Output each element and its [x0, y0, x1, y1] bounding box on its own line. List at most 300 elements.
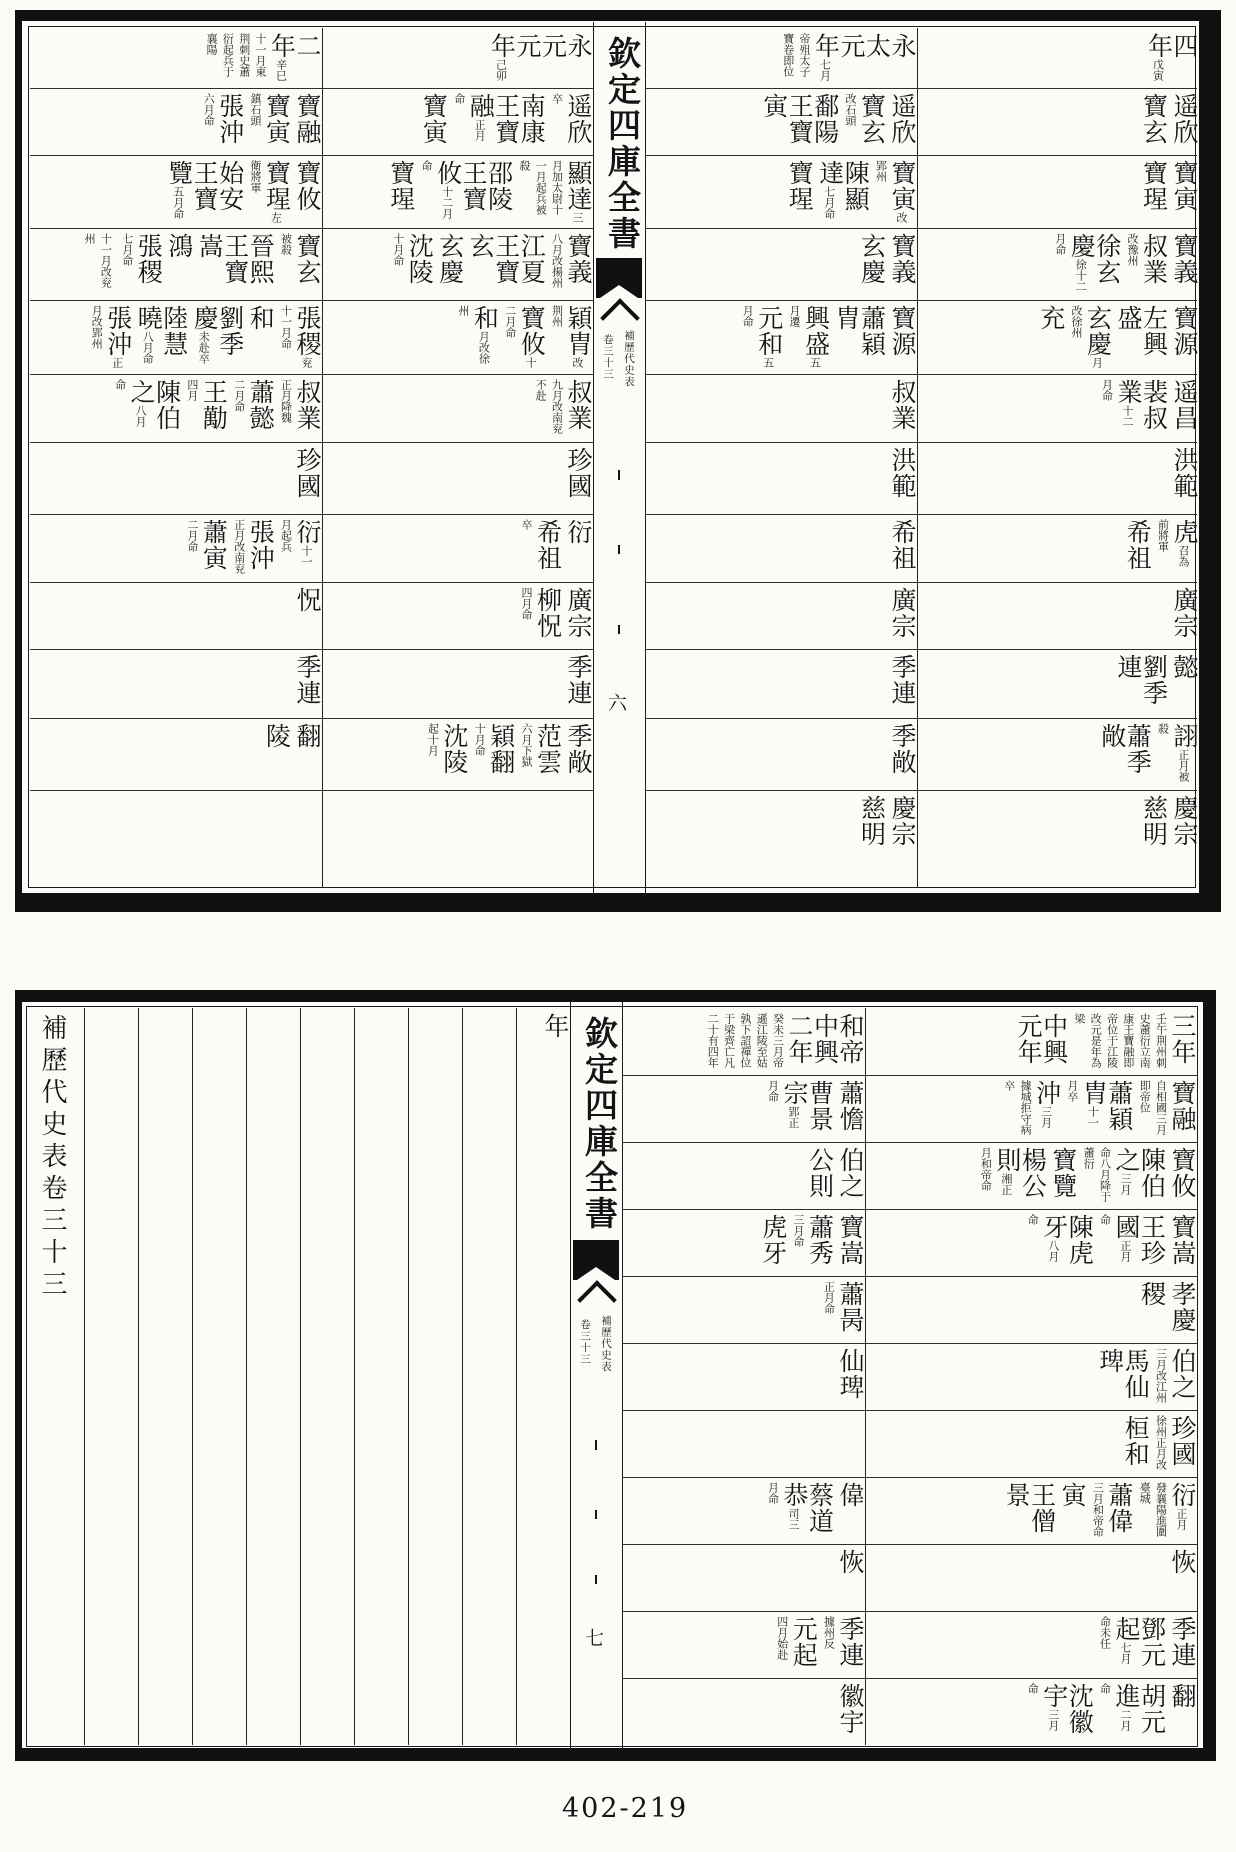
- entry-name: 穎翻: [486, 723, 514, 775]
- entry-annotation: 十二月命: [503, 305, 537, 368]
- entry-name: 永太元年: [811, 33, 915, 59]
- table-entry: [889, 723, 915, 775]
- table-entry: [1171, 305, 1197, 357]
- entry-name: 叔業: [1139, 233, 1167, 285]
- entry-name: 寶玄: [857, 93, 885, 145]
- entry-name: 桓和: [1121, 1415, 1149, 1467]
- cell-top-R1-r6: [917, 374, 1199, 442]
- cell-top-L1-r6: [322, 374, 593, 442]
- entry-name: 寶玄: [1139, 93, 1167, 145]
- table-entry: [760, 93, 837, 151]
- table-entry: [184, 519, 226, 578]
- entry-annotation: 鎮石頭: [249, 93, 261, 126]
- entry-name: 王珍國: [1112, 1214, 1165, 1266]
- cell-top-R1-r10: [917, 649, 1199, 718]
- table-entry: [1051, 233, 1118, 295]
- entry-name: 寶融: [1168, 1080, 1195, 1132]
- entry-annotation: 五月命: [171, 186, 184, 219]
- entry-name: 洪範: [1170, 447, 1197, 499]
- table-entry: [165, 160, 242, 223]
- empty-column-divider: [138, 1008, 139, 1745]
- entry-annotation: 七月命: [822, 186, 835, 219]
- entry-name: 稷: [1137, 1281, 1165, 1307]
- cell-bottom-B1-r1: [865, 1008, 1197, 1075]
- cell-bottom-B2-r10: [622, 1611, 865, 1678]
- table-entry: [565, 723, 591, 775]
- table-entry: [247, 160, 289, 223]
- cell-top-L2-r5: [30, 300, 322, 374]
- cell-bottom-B1-r6: [865, 1343, 1197, 1410]
- entry-annotation: 據州反: [822, 1616, 835, 1649]
- top-leaf-number: 六: [605, 693, 626, 712]
- entry-name: 四年: [1144, 33, 1197, 59]
- entry-name: 邵陵王寶攸: [433, 160, 512, 212]
- bottom-strip-volume-label: 卷三十三: [579, 1319, 590, 1365]
- table-entry: [165, 233, 191, 259]
- table-entry: [1122, 1415, 1148, 1467]
- cell-top-R2-r12: [645, 790, 917, 888]
- entry-name: 怳: [293, 587, 320, 613]
- table-entry: [247, 305, 273, 331]
- cell-top-L1-r5: [322, 300, 593, 374]
- entry-name: 寅: [1058, 1482, 1086, 1508]
- top-block-border-top: [15, 10, 1221, 21]
- entry-name: 元起: [789, 1616, 817, 1668]
- table-entry: [1136, 1080, 1194, 1138]
- top-strip-crease-mark: [618, 470, 620, 480]
- entry-name: 沈徽宇: [1039, 1683, 1093, 1735]
- entry-annotation: 月改徐州: [1070, 305, 1103, 368]
- top-strip-left-edge: [593, 22, 594, 893]
- table-entry: [1037, 305, 1063, 331]
- table-entry: [532, 379, 590, 438]
- bottom-block-border-left: [15, 990, 22, 1761]
- entry-name: 遥昌: [1170, 379, 1197, 431]
- table-entry: [842, 93, 884, 151]
- table-entry: [1169, 1683, 1195, 1709]
- table-entry: [387, 160, 413, 212]
- table-entry: [1171, 795, 1197, 847]
- entry-annotation: 起十月: [426, 723, 439, 756]
- cell-top-R2-r10: [645, 649, 917, 718]
- top-block-border-right: [1199, 10, 1221, 912]
- table-entry: [1068, 305, 1110, 369]
- entry-name: 寶覽: [1048, 1147, 1076, 1199]
- entry-name: 玄慶: [857, 233, 885, 285]
- entry-annotation: 正月命: [1098, 1214, 1131, 1262]
- entry-name: 遥欣: [888, 93, 915, 145]
- entry-name: 鄧元起: [1112, 1616, 1165, 1668]
- entry-name: 虎: [1170, 519, 1197, 545]
- entry-name: 寶義: [888, 233, 915, 285]
- entry-name: 徽宇: [836, 1683, 863, 1735]
- entry-annotation: 三月和帝命: [1091, 1482, 1104, 1537]
- entry-name: 叔業: [293, 379, 320, 431]
- entry-name: 衍: [564, 519, 591, 545]
- entry-annotation: 卒: [520, 519, 532, 530]
- table-entry: [786, 160, 812, 212]
- entry-annotation: 召為前將軍: [1156, 519, 1189, 567]
- entry-annotation: 改豫州: [1126, 233, 1138, 266]
- entry-name: 寶瑆: [785, 160, 813, 212]
- entry-annotation: 九月改南兖不赴: [534, 379, 563, 434]
- entry-annotation: 正月被殺: [1156, 723, 1189, 782]
- entry-name: 張沖: [103, 305, 131, 357]
- entry-annotation: 湘正月和帝命: [979, 1147, 1012, 1195]
- entry-name: 張沖: [246, 519, 274, 571]
- table-entry: [704, 1013, 862, 1071]
- table-entry: [1171, 160, 1197, 212]
- entry-name: 鄱陽王寶寅: [759, 93, 838, 145]
- entry-annotation: 司三月命: [766, 1482, 799, 1530]
- table-entry: [294, 587, 320, 613]
- table-entry: [488, 33, 590, 84]
- entry-annotation: 四月: [185, 379, 198, 401]
- cell-bottom-B2-r5: [622, 1276, 865, 1343]
- entry-annotation: 六月命: [202, 93, 215, 126]
- cell-top-L2-r10: [30, 649, 322, 718]
- top-strip-book-label: 補歷代史表: [623, 330, 634, 388]
- entry-annotation: 三月命: [792, 1214, 804, 1247]
- table-entry: [837, 1348, 863, 1400]
- entry-name: 劉季慶: [190, 305, 243, 357]
- bottom-strip-crease-mark: [595, 1575, 597, 1584]
- top-strip-fishtail-icon: [596, 258, 642, 298]
- table-entry: [1154, 723, 1196, 785]
- table-entry: [837, 1147, 863, 1199]
- table-entry: [424, 723, 466, 785]
- table-entry: [436, 233, 462, 285]
- entry-name: 和帝中興二年: [785, 1013, 863, 1065]
- table-entry: [1136, 1482, 1194, 1540]
- table-entry: [1169, 1549, 1195, 1575]
- entry-name: 伯之: [836, 1147, 863, 1199]
- cell-top-R1-r2: [917, 88, 1199, 155]
- table-entry: [820, 1616, 862, 1674]
- table-entry: [1124, 233, 1166, 295]
- entry-name: 季敞: [564, 723, 591, 775]
- entry-name: 衍: [1168, 1482, 1195, 1508]
- entry-annotation: 七月帝殂太子寶卷即位: [781, 33, 831, 81]
- table-entry: [294, 447, 320, 499]
- table-entry: [1140, 160, 1166, 212]
- cell-bottom-B2-r9: [622, 1544, 865, 1611]
- table-entry: [1096, 1683, 1163, 1741]
- entry-name: 希祖: [1123, 519, 1151, 571]
- entry-annotation: 己卯: [494, 59, 507, 81]
- table-entry: [518, 723, 560, 785]
- empty-column-divider: [84, 1008, 85, 1745]
- cell-top-R2-r1: [645, 28, 917, 88]
- table-entry: [1140, 93, 1166, 145]
- entry-name: 寶義: [564, 233, 591, 285]
- entry-annotation: 八月改揚州: [550, 233, 563, 288]
- table-entry: [773, 1616, 815, 1674]
- entry-name: 元和: [754, 305, 782, 357]
- entry-name: 季連: [293, 654, 320, 706]
- table-entry: [837, 1080, 863, 1132]
- table-entry: [191, 305, 242, 369]
- entry-name: 蕭昺: [836, 1281, 863, 1333]
- cell-top-R1-r1: [917, 28, 1199, 88]
- entry-name: 陵: [262, 723, 290, 749]
- table-entry: [1015, 1013, 1066, 1071]
- cell-top-R2-r5: [645, 300, 917, 374]
- table-entry: [820, 1281, 862, 1339]
- table-entry: [1145, 33, 1196, 84]
- empty-column-divider: [516, 1008, 517, 1745]
- table-entry: [516, 160, 590, 223]
- table-entry: [467, 233, 544, 295]
- table-entry: [1071, 1013, 1194, 1071]
- table-entry: [1098, 379, 1165, 438]
- cell-top-R1-r3: [917, 155, 1199, 228]
- entry-annotation: 十二月命: [420, 160, 453, 219]
- entry-name: 仙琕: [836, 1348, 863, 1400]
- entry-name: 寶融: [293, 93, 320, 145]
- entry-name: 張沖: [215, 93, 243, 145]
- cell-top-L1-r11: [322, 718, 593, 790]
- entry-name: 范雲: [533, 723, 561, 775]
- bottom-block-border-bottom: [15, 1748, 1216, 1761]
- cell-bottom-B1-r2: [865, 1075, 1197, 1142]
- entry-annotation: 十月命: [391, 233, 404, 266]
- entry-name: 蕭懿: [246, 379, 274, 431]
- entry-annotation: 卒: [550, 93, 563, 104]
- table-entry: [277, 233, 319, 295]
- cell-top-L2-r4: [30, 228, 322, 300]
- entry-annotation: 改郢州: [874, 160, 907, 223]
- table-entry: [1169, 1281, 1195, 1333]
- entry-name: 王僧景: [1002, 1482, 1055, 1534]
- entry-name: 寶嵩: [836, 1214, 863, 1266]
- entry-name: 虎牙: [758, 1214, 786, 1266]
- entry-name: 寶攸: [1168, 1147, 1195, 1199]
- table-entry: [1098, 723, 1149, 785]
- entry-annotation: 八月命: [113, 379, 147, 427]
- table-entry: [889, 447, 915, 499]
- bottom-leaf-number: 七: [582, 1628, 603, 1647]
- entry-annotation: 四月始赴: [775, 1616, 788, 1660]
- table-entry: [858, 795, 884, 847]
- table-entry: [816, 160, 867, 223]
- empty-column-divider: [300, 1008, 301, 1745]
- entry-name: 蕭穎胄: [1079, 1080, 1132, 1132]
- entry-name: 季敞: [888, 723, 915, 775]
- table-entry: [1171, 654, 1197, 680]
- cell-top-R2-r6: [645, 374, 917, 442]
- entry-name: 珍國: [1168, 1415, 1195, 1467]
- table-entry: [790, 1214, 832, 1272]
- table-entry: [294, 654, 320, 706]
- entry-name: 張稷: [293, 305, 320, 357]
- entry-name: 陳伯之: [1112, 1147, 1165, 1199]
- cell-top-L1-r4: [322, 228, 593, 300]
- entry-name: 陸慧曉: [134, 305, 187, 357]
- cell-bottom-B1-r10: [865, 1611, 1197, 1678]
- entry-name: 季連: [564, 654, 591, 706]
- entry-name: 慶宗: [888, 795, 915, 847]
- table-entry: [1115, 305, 1166, 369]
- table-entry: [81, 233, 114, 295]
- table-entry: [872, 160, 914, 223]
- bottom-strip-left-edge: [570, 1002, 571, 1748]
- cell-bottom-B2-r3: [622, 1142, 865, 1209]
- empty-column-divider: [246, 1008, 247, 1745]
- cell-bottom-B1-r4: [865, 1209, 1197, 1276]
- entry-name: 寶嵩: [1168, 1214, 1195, 1266]
- entry-annotation: 兖十一月命: [279, 305, 312, 368]
- table-entry: [118, 233, 160, 295]
- table-entry: [837, 1482, 863, 1508]
- entry-name: 陳顯達: [815, 160, 869, 212]
- entry-annotation: 十一月起兵: [279, 519, 312, 567]
- entry-name: 蕭憺: [836, 1080, 863, 1132]
- table-entry: [889, 379, 915, 431]
- cell-top-R1-r12: [917, 790, 1199, 888]
- cell-top-R1-r4: [917, 228, 1199, 300]
- entry-name: 蔡道恭: [780, 1482, 833, 1534]
- table-entry: [1003, 1482, 1054, 1540]
- table-entry: [230, 519, 272, 578]
- cell-top-L1-r2: [322, 88, 593, 155]
- cell-top-R2-r8: [645, 514, 917, 582]
- table-entry: [739, 305, 781, 369]
- table-entry: [389, 233, 431, 295]
- entry-annotation: 七月命未任: [1098, 1616, 1131, 1664]
- entry-name: 慈明: [857, 795, 885, 847]
- table-entry: [889, 519, 915, 571]
- entry-name: 季連: [1168, 1616, 1195, 1668]
- entry-name: 和: [470, 305, 498, 331]
- entry-name: 王勱: [199, 379, 227, 431]
- entry-annotation: 癸未三月帝遜江陵至姑孰下詔禪位于梁齊亡凡二十有四年: [706, 1013, 784, 1068]
- entry-name: 洪範: [888, 447, 915, 499]
- entry-name: 蕭寅: [199, 519, 227, 571]
- table-entry: [1024, 1214, 1091, 1272]
- cell-bottom-B1-r7: [865, 1410, 1197, 1477]
- entry-annotation: 左衛將軍: [249, 160, 282, 223]
- entry-name: 玄慶: [435, 233, 463, 285]
- table-entry: [1169, 1214, 1195, 1266]
- bottom-strip-crease-mark: [595, 1510, 597, 1519]
- table-entry: [1152, 1415, 1194, 1473]
- entry-name: 劉季連: [1114, 654, 1167, 706]
- entry-name: 希祖: [533, 519, 561, 571]
- entry-name: 玄慶: [1083, 305, 1111, 357]
- entry-annotation: 徐州正月改: [1154, 1415, 1167, 1470]
- cell-top-R1-r5: [917, 300, 1199, 374]
- entry-name: 詡: [1170, 723, 1197, 749]
- table-entry: [977, 1147, 1044, 1205]
- entry-annotation: 八月命: [1026, 1214, 1059, 1262]
- entry-name: 偉: [836, 1482, 863, 1508]
- entry-name: 懿: [1170, 654, 1197, 680]
- table-entry: [1171, 93, 1197, 145]
- entry-annotation: 未赴卒: [197, 331, 210, 364]
- cell-top-L2-r3: [30, 155, 322, 228]
- entry-name: 慶宗: [1170, 795, 1197, 847]
- entry-name: 季連: [888, 654, 915, 706]
- entry-name: 陳虎牙: [1039, 1214, 1093, 1266]
- table-entry: [565, 654, 591, 706]
- entry-annotation: 月改徐州: [456, 305, 490, 364]
- table-entry: [837, 1214, 863, 1266]
- cell-top-R1-r11: [917, 718, 1199, 790]
- cell-top-L2-r1: [30, 28, 322, 88]
- entry-name: 南康王寶融: [466, 93, 545, 145]
- entry-annotation: 戊寅: [1151, 59, 1164, 81]
- entry-name: 晉熙王寶嵩: [195, 233, 274, 285]
- entry-name: 伯之: [1168, 1348, 1195, 1400]
- cell-bottom-B1-r3: [865, 1142, 1197, 1209]
- entry-name: 穎胄: [564, 305, 591, 357]
- cell-top-R2-r2: [645, 88, 917, 155]
- entry-name: 蕭秀: [805, 1214, 833, 1266]
- cell-bottom-B1-r5: [865, 1276, 1197, 1343]
- entry-name: 胡元進: [1112, 1683, 1165, 1735]
- entry-annotation: 三月據城拒守病卒: [1002, 1080, 1052, 1135]
- entry-annotation: 正月命: [822, 1281, 835, 1314]
- entry-name: 始安王寶覽: [164, 160, 243, 212]
- table-entry: [294, 723, 320, 749]
- entry-name: 寶寅: [419, 93, 447, 145]
- entry-annotation: 十月命: [473, 723, 486, 756]
- cell-bottom-B2-r6: [622, 1343, 865, 1410]
- table-entry: [247, 93, 289, 151]
- entry-annotation: 二月命: [232, 379, 245, 412]
- bottom-strip-book-label: 補歷代史表: [600, 1315, 611, 1373]
- entry-name: 遥欣: [1170, 93, 1197, 145]
- table-entry: [277, 379, 319, 438]
- entry-name: 寶攸: [517, 305, 545, 357]
- top-strip-title: 欽定四庫全書: [603, 36, 639, 252]
- table-entry: [565, 587, 591, 639]
- table-entry: [1059, 1482, 1085, 1508]
- cell-top-R2-r9: [645, 582, 917, 649]
- table-entry: [548, 93, 590, 151]
- entry-annotation: 七月命: [120, 233, 133, 266]
- stray-year-cell: [516, 1008, 570, 1078]
- table-entry: [1096, 1616, 1163, 1674]
- table-entry: [565, 519, 591, 545]
- table-entry: [111, 379, 178, 438]
- table-entry: [1024, 1683, 1091, 1741]
- table-entry: [779, 33, 914, 84]
- entry-name: 遥欣: [564, 93, 591, 145]
- entry-annotation: 十一月卒: [1065, 1080, 1099, 1128]
- entry-annotation: 五月遷: [788, 305, 821, 368]
- table-entry: [184, 379, 226, 438]
- entry-annotation: 郢正月命: [766, 1080, 799, 1128]
- cell-bottom-B2-r8: [622, 1477, 865, 1544]
- cell-bottom-B1-r8: [865, 1477, 1197, 1544]
- cell-top-L1-r1: [322, 28, 593, 88]
- table-entry: [196, 233, 273, 295]
- entry-annotation: 辛巳十一月東荆刺史蕭衍起兵于襄陽: [205, 33, 287, 81]
- table-entry: [1154, 519, 1196, 578]
- entry-name: 叔業: [888, 379, 915, 431]
- table-entry: [1000, 1080, 1058, 1138]
- entry-name: 寶寅: [262, 93, 290, 145]
- table-entry: [1169, 1616, 1195, 1668]
- entry-name: 寶義: [1170, 233, 1197, 285]
- entry-name: 寶寅: [1170, 160, 1197, 212]
- entry-annotation: 正月發襄陽進圍臺城: [1138, 1482, 1187, 1537]
- cell-top-R2-r11: [645, 718, 917, 790]
- table-entry: [786, 305, 828, 369]
- entry-name: 曹景宗: [780, 1080, 833, 1132]
